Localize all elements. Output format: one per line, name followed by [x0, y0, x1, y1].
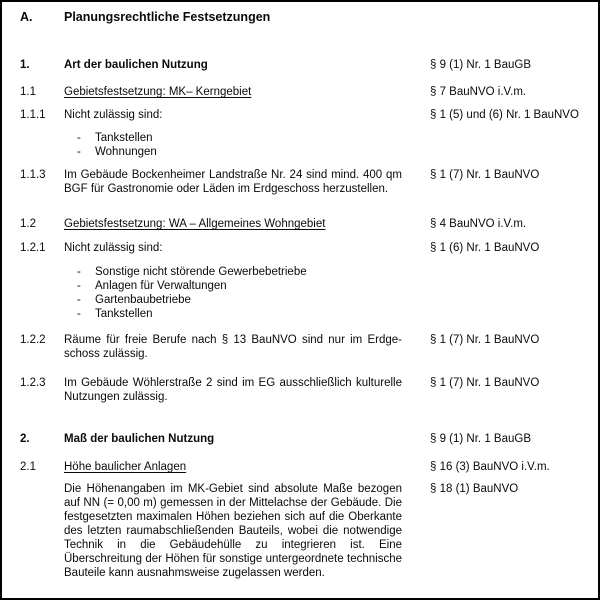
section-row-1-2-3 [2, 376, 598, 404]
list-row [2, 265, 598, 321]
dash-bullet: - [77, 266, 81, 278]
section-number: 1. [20, 59, 30, 71]
list-item [77, 145, 402, 159]
section-title: Art der baulichen Nutzung [64, 59, 208, 71]
section-heading: Gebietsfestsetzung: MK– Kerngebiet [64, 86, 252, 98]
body-paragraph-row [2, 482, 598, 580]
section-row-1-2-1 [2, 241, 598, 255]
section-text: Nicht zulässig sind: [64, 242, 163, 254]
section-row-1-2 [2, 217, 598, 231]
exclusion-list [64, 265, 402, 321]
list-item [77, 279, 402, 293]
list-item [77, 265, 402, 279]
section-number: 1.2.2 [20, 334, 46, 346]
section-number: 1.1 [20, 86, 36, 98]
legal-reference: § 1 (7) Nr. 1 BauNVO [430, 377, 540, 389]
list-item-text: Tankstellen [95, 132, 153, 144]
section-number: 1.1.1 [20, 109, 46, 121]
legal-reference: § 9 (1) Nr. 1 BauGB [430, 59, 531, 71]
section-text: Im Gebäude Wöhlerstraße 2 sind im EG ausschließlich kulturelle Nutzungen zulässig. [64, 377, 402, 403]
section-number: 2.1 [20, 461, 36, 473]
section-row-1-1-1 [2, 108, 598, 122]
section-text: Räume für freie Berufe nach § 13 BauNVO sind nur im Erdgeschoss zulässig. [64, 334, 402, 360]
legal-reference: § 18 (1) BauNVO [430, 483, 519, 495]
dash-bullet: - [77, 280, 81, 292]
legal-reference: § 9 (1) Nr. 1 BauGB [430, 433, 531, 445]
dash-bullet: - [77, 308, 81, 320]
section-row-2 [2, 432, 598, 446]
list-item-text: Gartenbaubetriebe [95, 294, 191, 306]
section-number: 1.2.1 [20, 242, 46, 254]
legal-reference: § 1 (5) und (6) Nr. 1 BauNVO [430, 109, 579, 121]
section-heading: Gebietsfestsetzung: WA – Allgemeines Wohngebiet [64, 218, 326, 230]
section-number: 1.2 [20, 218, 36, 230]
list-item [77, 131, 402, 145]
dash-bullet: - [77, 132, 81, 144]
list-item-text: Tankstellen [95, 308, 153, 320]
section-number: 1.1.3 [20, 169, 46, 181]
section-heading: Höhe baulicher Anlagen [64, 461, 187, 473]
section-number: 2. [20, 433, 30, 445]
section-text: Im Gebäude Bockenheimer Landstraße Nr. 24 sind mind. 400 qm BGF für Gastronomie oder Läden im Erdgeschoss herzustellen. [64, 169, 402, 195]
list-item-text: Wohnungen [95, 146, 157, 158]
section-title: Maß der baulichen Nutzung [64, 433, 215, 445]
section-text: Nicht zulässig sind: [64, 109, 163, 121]
section-row-1-1 [2, 85, 598, 99]
legal-reference: § 1 (6) Nr. 1 BauNVO [430, 242, 540, 254]
list-row [2, 131, 598, 159]
dash-bullet: - [77, 294, 81, 306]
dash-bullet: - [77, 146, 81, 158]
exclusion-list [64, 131, 402, 159]
legal-reference: § 4 BauNVO i.V.m. [430, 218, 527, 230]
section-row-1-2-2 [2, 333, 598, 361]
document-header [2, 10, 598, 24]
list-item [77, 307, 402, 321]
section-row-2-1 [2, 460, 598, 474]
list-item [77, 293, 402, 307]
section-row-1 [2, 58, 598, 72]
section-number: 1.2.3 [20, 377, 46, 389]
legal-reference: § 16 (3) BauNVO i.V.m. [430, 461, 550, 473]
body-paragraph: Die Höhenangaben im MK-Gebiet sind absolute Maße bezogen auf NN (= 0,00 m) gemessen in der Mittelachse der Gebäude. Die festgesetzten maximalen Höhen beziehen sich auf die Oberkante des letzten raumabschließenden Bauteils, wobei die notwendige Technik in die Gebäudehülle zu integrieren ist. Eine Überschreitung der Höhen für sonstige untergeordnete technische Bauteile kann ausnahmsweise zugelassen werden. [64, 483, 402, 579]
header-title: Planungsrechtliche Festsetzungen [64, 10, 271, 24]
list-item-text: Anlagen für Verwaltungen [95, 280, 227, 292]
legal-reference: § 7 BauNVO i.V.m. [430, 86, 527, 98]
section-row-1-1-3 [2, 168, 598, 196]
header-number: A. [20, 10, 33, 24]
legal-reference: § 1 (7) Nr. 1 BauNVO [430, 169, 540, 181]
legal-reference: § 1 (7) Nr. 1 BauNVO [430, 334, 540, 346]
list-item-text: Sonstige nicht störende Gewerbebetriebe [95, 266, 307, 278]
